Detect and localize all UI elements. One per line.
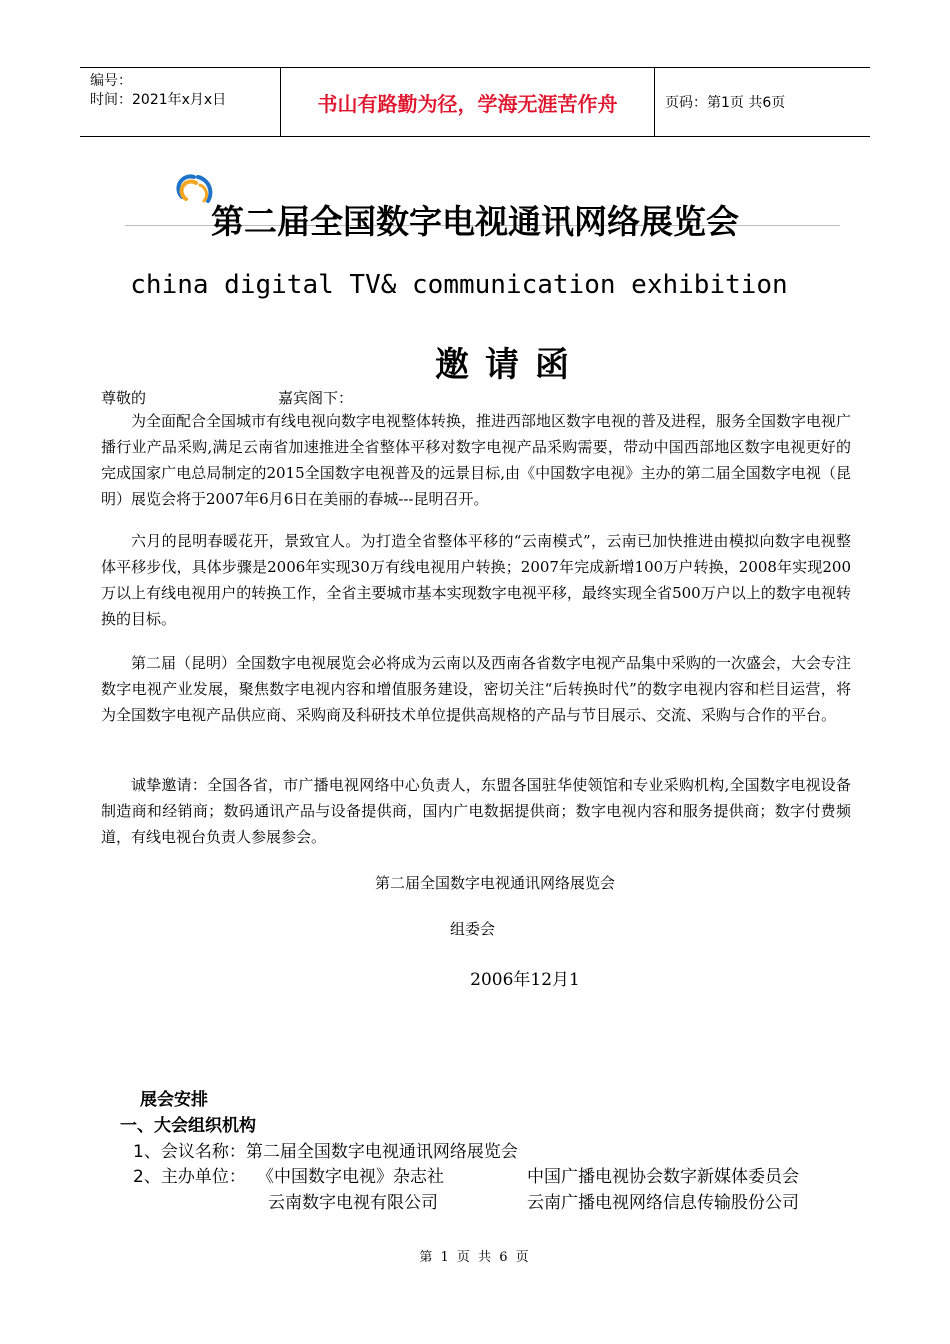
time-label: 时间：2021年x月x日 <box>90 92 227 108</box>
meeting-name-item: 1、会议名称：第二届全国数字电视通讯网络展览会 <box>133 1142 518 1162</box>
host-3: 云南数字电视有限公司 <box>268 1193 438 1213</box>
invitation-title: 邀请函 <box>435 345 585 385</box>
salutation-prefix: 尊敬的 <box>101 389 147 407</box>
signature-committee: 组委会 <box>449 920 495 938</box>
host-4: 云南广播电视网络信息传输股份公司 <box>527 1193 799 1213</box>
paragraph-3: 第二届（昆明）全国数字电视展览会必将成为云南以及西南各省数字电视产品集中采购的一次盛会，大会专注数字电视产业发展，聚焦数字电视内容和增值服务建设，密切关注“后转换时代”的数字电视内容和栏目运营，将为全国数字电视产品供应商、采购商及科研技术单位提供高规格的产品与节目展示、交流、采购与合作的平台。 <box>101 654 852 724</box>
main-title: 第二届全国数字电视通讯网络展览会 <box>211 202 739 241</box>
document-header <box>80 67 870 137</box>
paragraph-2: 六月的昆明春暖花开，景致宜人。为打造全省整体平移的“云南模式”，云南已加快推进由模拟向数字电视整体平移步伐，具体步骤是2006年实现30万有线电视用户转换；2007年完成新增100万户转换，2008年实现200万以上有线电视用户的转换工作，全省主要城市基本实现数字电视平移，最终实现全省500万户以上的数字电视转换的目标。 <box>101 532 851 628</box>
salutation-suffix: 嘉宾阁下： <box>278 389 354 407</box>
section-1-heading: 一、大会组织机构 <box>120 1116 256 1136</box>
header-motto: 书山有路勤为径，学海无涯苦作舟 <box>281 68 655 136</box>
paragraph-1: 为全面配合全国城市有线电视向数字电视整体转换，推进西部地区数字电视的普及进程，服务全国数字电视广播行业产品采购,满足云南省加速推进全省整体平移对数字电视产品采购需要，带动中国西部地区数字电视更好的完成国家广电总局制定的2015全国数字电视普及的远景目标,由《中国数字电视》主办的第二届全国数字电视（昆明）展览会将于2007年6月6日在美丽的春城---昆明召开。 <box>101 412 852 508</box>
page-footer: 第 1 页 共 6 页 <box>419 1250 531 1265</box>
header-meta <box>80 68 281 136</box>
signature-organizer: 第二届全国数字电视通讯网络展览会 <box>374 874 615 892</box>
host-2: 中国广播电视协会数字新媒体委员会 <box>527 1167 799 1187</box>
signature-date: 2006年12月1 <box>470 970 580 990</box>
arrangement-heading: 展会安排 <box>140 1090 208 1110</box>
paragraph-4: 诚挚邀请：全国各省，市广播电视网络中心负责人，东盟各国驻华使领馆和专业采购机构,全国数字电视设备制造商和经销商；数码通讯产品与设备提供商，国内广电数据提供商；数字电视内容和服务提供商；数字付费频道，有线电视台负责人参展参会。 <box>101 776 851 846</box>
host-1: 《中国数字电视》杂志社 <box>257 1167 444 1187</box>
number-label: 编号： <box>90 73 132 89</box>
english-title: china digital TV& communication exhibition <box>130 270 788 300</box>
host-label: 2、主办单位： <box>133 1167 246 1187</box>
page-info: 页码：第1页 共6页 <box>665 95 786 111</box>
